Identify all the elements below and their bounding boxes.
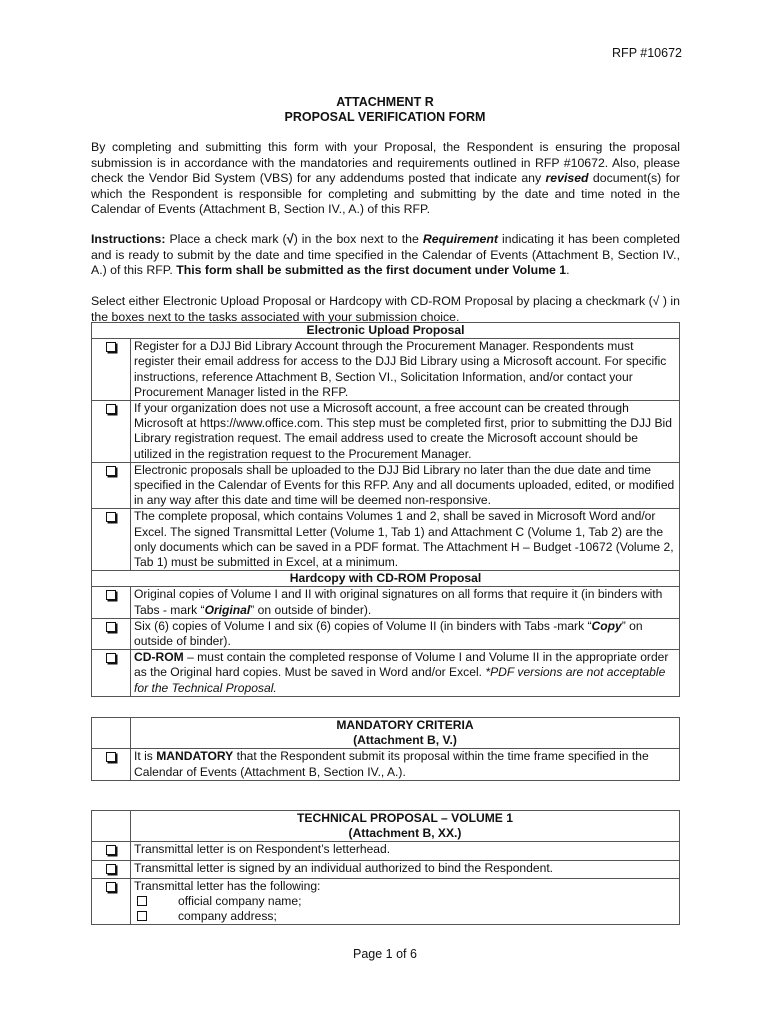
table-row (92, 618, 680, 649)
checkbox[interactable] (106, 342, 116, 352)
checkbox[interactable] (106, 512, 116, 522)
checkbox[interactable] (106, 653, 116, 663)
hardcopy-item-original: Original copies of Volume I and II with original signatures on all forms that require it (in binders with Tabs - mark “Original” on outside of binder). (131, 587, 680, 618)
checkbox[interactable] (106, 622, 116, 632)
hardcopy-heading: Hardcopy with CD-ROM Proposal (92, 571, 680, 587)
electronic-item-register: Register for a DJJ Bid Library Account through the Procurement Manager. Respondents must register their email address for access to the DJJ Bid Library using a Microsoft account. For specific instructions, reference Attachment B, Section VI., Solicitation Information, and/or contact your Procurement Manager listed in the RFP. (131, 339, 680, 401)
table-row (92, 650, 680, 697)
sub-checkbox[interactable] (137, 911, 147, 921)
table-row (92, 749, 680, 780)
checkbox[interactable] (106, 404, 116, 414)
table-row (92, 339, 680, 401)
checkbox[interactable] (106, 864, 116, 874)
table-row (92, 509, 680, 571)
attachment-title: ATTACHMENT R (336, 95, 434, 109)
table-row (92, 860, 680, 878)
sub-checkbox[interactable] (137, 896, 147, 906)
technical-heading: TECHNICAL PROPOSAL – VOLUME 1 (Attachment B, XX.) (131, 811, 680, 842)
mandatory-criteria-table (91, 717, 680, 781)
hardcopy-item-copies: Six (6) copies of Volume I and six (6) copies of Volume II (in binders with Tabs -mark “Copy” on outside of binder). (131, 618, 680, 649)
electronic-upload-heading: Electronic Upload Proposal (92, 323, 680, 339)
checkbox[interactable] (106, 882, 116, 892)
table-row (92, 842, 680, 860)
table-row (92, 587, 680, 618)
technical-item-contents: Transmittal letter has the following: official company name; company address; (131, 878, 680, 925)
instructions-label: Instructions: (91, 232, 166, 246)
form-title: PROPOSAL VERIFICATION FORM (284, 110, 486, 124)
technical-item-signed: Transmittal letter is signed by an individual authorized to bind the Respondent. (131, 860, 680, 878)
technical-item-letterhead: Transmittal letter is on Respondent’s letterhead. (131, 842, 680, 860)
table-row (92, 878, 680, 925)
electronic-item-upload-deadline: Electronic proposals shall be uploaded to the DJJ Bid Library no later than the due date and time specified in the Calendar of Events for this RFP. Any and all documents uploaded, edited, or modified in any way after this date and time will be deemed non-responsive. (131, 462, 680, 509)
table-row (92, 401, 680, 463)
mandatory-item: It is MANDATORY that the Respondent submit its proposal within the time frame specified in the Calendar of Events (Attachment B, Section IV., A.). (131, 749, 680, 780)
rfp-number: RFP #10672 (612, 46, 682, 60)
technical-proposal-table (91, 810, 680, 925)
hardcopy-item-cdrom: CD-ROM – must contain the completed response of Volume I and Volume II in the appropriate order as the Original hard copies. Must be saved in Word and/or Excel. *PDF versions are not acceptable for the Technical Proposal. (131, 650, 680, 697)
checkbox[interactable] (106, 845, 116, 855)
checkbox[interactable] (106, 590, 116, 600)
electronic-item-file-format: The complete proposal, which contains Volumes 1 and 2, shall be saved in Microsoft Word and/or Excel. The signed Transmittal Letter (Volume 1, Tab 1) and Attachment C (Volume 1, Tab 2) are the only documents which can be saved in a PDF format. The Attachment H – Budget -10672 (Volume 2, Tab 1) must be submitted in Excel, at a minimum. (131, 509, 680, 571)
select-instruction: Select either Electronic Upload Proposal or Hardcopy with CD-ROM Proposal by placing a checkmark (√ ) in the boxes next to the tasks associated with your submission choice. (91, 294, 680, 324)
checkbox[interactable] (106, 752, 116, 762)
submission-method-table (91, 322, 680, 697)
electronic-item-microsoft-account: If your organization does not use a Microsoft account, a free account can be created through Microsoft at https://www.office.com. This step must be completed first, prior to submitting the DJJ Bid Library registration request. The email address used to create the Microsoft account should be utilized in the registration request to the Procurement Manager. (131, 401, 680, 463)
table-row (92, 462, 680, 509)
instructions-paragraph: Instructions: Place a check mark (√) in the box next to the Requirement indicating it has been completed and is ready to submit by the date and time specified in the Calendar of Events (Attachment B, Section IV., A.) of this RFP. This form shall be submitted as the first document under Volume 1. (91, 231, 680, 278)
intro-paragraph: By completing and submitting this form with your Proposal, the Respondent is ensuring the proposal submission is in accordance with the mandatories and requirements outlined in RFP #10672. Also, please check the Vendor Bid System (VBS) for any addendums posted that indicate any revised document(s) for which the Respondent is responsible for completing and submitting by the date and time noted in the Calendar of Events (Attachment B, Section IV., A.) of this RFP. (91, 140, 680, 217)
checkbox[interactable] (106, 466, 116, 476)
page-number: Page 1 of 6 (353, 947, 417, 961)
check-mark-icon: √ (286, 231, 294, 246)
mandatory-heading: MANDATORY CRITERIA (Attachment B, V.) (131, 718, 680, 749)
